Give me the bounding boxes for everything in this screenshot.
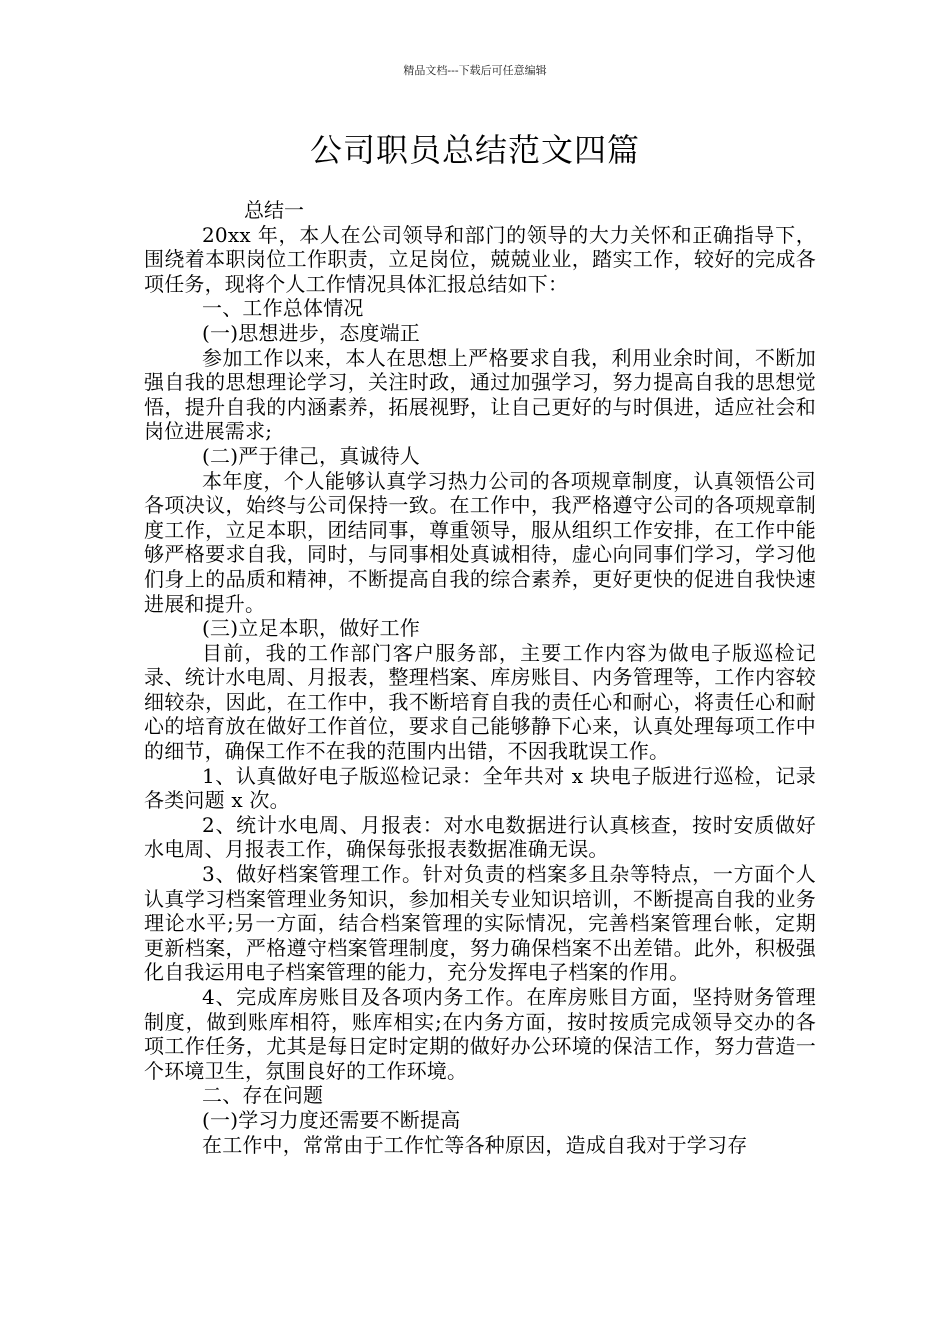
body-paragraph: 在工作中，常常由于工作忙等各种原因，造成自我对于学习存	[202, 1132, 748, 1157]
body-paragraph: 本年度，个人能够认真学习热力公司的各项规章制度，认真领悟公司各项决议，始终与公司保持一致。在工作中，我严格遵守公司的各项规章制度工作，立足本职，团结同事，尊重领导，服从组织工作安排，在工作中能够严格要求自我，同时，与同事相处真诚相待，虚心向同事们学习，学习他们身上的品质和精神，不断提高自我的综合素养，更好更快的促进自我快速进展和提升。	[144, 468, 816, 616]
section-heading: 一、工作总体情况	[202, 296, 364, 321]
subsection-heading: (一)思想进步，态度端正	[202, 320, 421, 345]
list-item: 4、完成库房账目及各项内务工作。在库房账目方面，坚持财务管理制度，做到账库相符，账库相实;在内务方面，按时按质完成领导交办的各项工作任务，尤其是每日定时定期的做好办公环境的保洁工作，努力营造一个环境卫生，氛围良好的工作环境。	[144, 985, 816, 1083]
list-item: 3、做好档案管理工作。针对负责的档案多且杂等特点，一方面个人认真学习档案管理业务知识，参加相关专业知识培训，不断提高自我的业务理论水平;另一方面，结合档案管理的实际情况，完善档案管理台帐，定期更新档案，严格遵守档案管理制度，努力确保档案不出差错。此外，积极强化自我运用电子档案管理的能力，充分发挥电子档案的作用。	[144, 862, 816, 985]
list-item: 2、统计水电周、月报表：对水电数据进行认真核查，按时安质做好水电周、月报表工作，确保每张报表数据准确无误。	[144, 812, 816, 862]
header-note: 精品文档---下载后可任意编辑	[403, 64, 547, 77]
document-body	[144, 198, 816, 1157]
subsection-heading: (一)学习力度还需要不断提高	[202, 1107, 461, 1132]
body-paragraph: 20xx 年，本人在公司领导和部门的领导的大力关怀和正确指导下，围绕着本职岗位工作职责，立足岗位，兢兢业业，踏实工作，较好的完成各项任务，现将个人工作情况具体汇报总结如下：	[144, 222, 816, 296]
list-item: 1、认真做好电子版巡检记录：全年共对 x 块电子版进行巡检，记录各类问题 x 次。	[144, 763, 816, 813]
subsection-heading: (二)严于律己，真诚待人	[202, 443, 421, 468]
subsection-heading: (三)立足本职，做好工作	[202, 616, 421, 641]
section-heading: 二、存在问题	[202, 1083, 324, 1108]
body-paragraph: 目前，我的工作部门客户服务部，主要工作内容为做电子版巡检记录、统计水电周、月报表，整理档案、库房账目、内务管理等，工作内容较细较杂，因此，在工作中，我不断培育自我的责任心和耐心，将责任心和耐心的培育放在做好工作首位，要求自己能够静下心来，认真处理每项工作中的细节，确保工作不在我的范围内出错，不因我耽误工作。	[144, 640, 816, 764]
section-label: 总结一	[244, 198, 304, 222]
document-title: 公司职员总结范文四篇	[309, 131, 640, 169]
body-paragraph: 参加工作以来，本人在思想上严格要求自我，利用业余时间，不断加强自我的思想理论学习，关注时政，通过加强学习，努力提高自我的思想觉悟，提升自我的内涵素养，拓展视野，让自己更好的与时俱进，适应社会和岗位进展需求;	[144, 345, 816, 444]
